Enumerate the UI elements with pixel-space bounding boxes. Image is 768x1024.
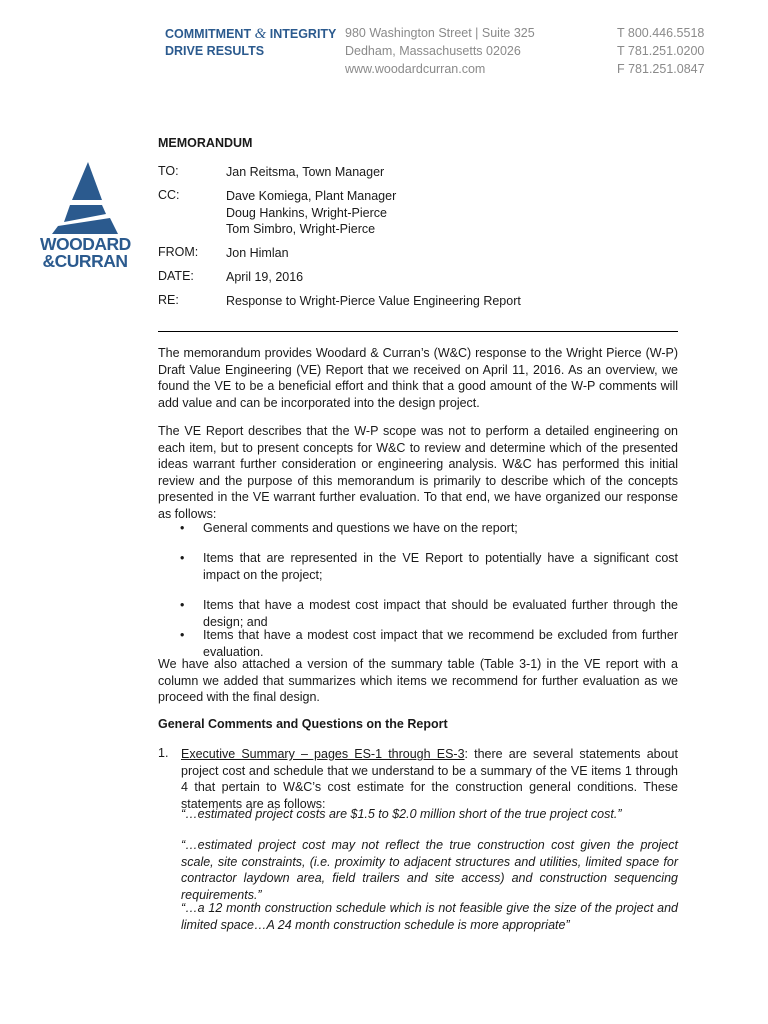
from-label: FROM: [158, 245, 199, 259]
letterhead-tagline [165, 26, 336, 60]
bullet-item: Items that are represented in the VE Report to potentially have a significant cost impact on the project; [203, 551, 678, 582]
list-number: 1. [158, 746, 169, 760]
bullet-marker: • [180, 598, 185, 612]
tagline-ampersand: & [254, 26, 267, 42]
cc-entry: Doug Hankins, Wright-Pierce [226, 205, 387, 220]
summary-table-paragraph: We have also attached a version of the summary table (Table 3-1) in the VE report with a column we added that summarizes which items we recommend for further evaluation as we proceed with the final design. [158, 657, 678, 704]
bullet-item: Items that have a modest cost impact that we recommend be excluded from further evaluation. [203, 628, 678, 659]
executive-summary-item [181, 746, 678, 812]
re-label: RE: [158, 293, 179, 307]
cc-label: CC: [158, 188, 180, 202]
to-label: TO: [158, 164, 179, 178]
phone-tollfree: T 800.446.5518 [617, 26, 705, 40]
address-street: 980 Washington Street | Suite 325 [345, 26, 535, 40]
bullet-item: Items that have a modest cost impact that should be evaluated further through the design; and [203, 598, 678, 629]
phone-fax: F 781.251.0847 [617, 62, 705, 76]
letterhead-address [345, 24, 535, 78]
scope-paragraph: The VE Report describes that the W-P scope was not to perform a detailed engineering on each item, but to present concepts for W&C to review and determine which of the presented ideas warrant further consideration or engineering analysis. W&C has performed this initial review and the purpose of this memorandum is primarily to describe which of the concepts presented in the VE warrant further evaluation. To that end, we have organized our response as follows: [158, 424, 678, 521]
letterhead-phones [617, 24, 705, 78]
woodard-curran-logo [40, 162, 130, 270]
address-website[interactable]: www.woodardcurran.com [345, 62, 486, 76]
memo-title: MEMORANDUM [158, 136, 253, 150]
executive-summary-text: : there are several statements about project cost and schedule that we understand to be a summary of the VE items 1 through 4 that pertain to W&C’s cost estimate for the construction general conditions. These statements are as follows: [181, 747, 678, 811]
quote-schedule: “…a 12 month construction schedule which is not feasible give the size of the project and limited space…A 24 month construction schedule is more appropriate” [181, 901, 678, 932]
tagline-line1: COMMITMENT & INTEGRITY [165, 26, 337, 42]
bullet-marker: • [180, 551, 185, 565]
logo-text-woodard: WOODARD [40, 234, 131, 254]
header-divider [158, 331, 678, 332]
to-value: Jan Reitsma, Town Manager [226, 165, 385, 179]
phone-main: T 781.251.0200 [617, 44, 705, 58]
bullet-marker: • [180, 628, 185, 642]
bullet-marker: • [180, 521, 185, 535]
intro-paragraph: The memorandum provides Woodard & Curran’s (W&C) response to the Wright Pierce (W-P) Draft Value Engineering (VE) Report that we received on April 11, 2016. As an overview, we found the VE to be a beneficial effort and think that a good amount of the W-P comments will add value and can be incorporated into the design project. [158, 346, 678, 410]
quote-cost: “…estimated project costs are $1.5 to $2.0 million short of the true project cost.” [181, 807, 622, 821]
quote-constraints: “…estimated project cost may not reflect the true construction cost given the project scale, site constraints, (i.e. proximity to adjacent structures and utilities, limited space for contractor laydown area, field trailers and site access) and construction sequencing requirements.” [181, 838, 678, 902]
cc-entry: Tom Simbro, Wright-Pierce [226, 222, 376, 236]
cc-entry: Dave Komiega, Plant Manager [226, 189, 397, 203]
logo-text-curran: &CURRAN [42, 251, 128, 271]
address-city: Dedham, Massachusetts 02026 [345, 44, 521, 58]
from-value: Jon Himlan [226, 246, 289, 260]
date-label: DATE: [158, 269, 194, 283]
executive-summary-reference: Executive Summary – pages ES-1 through ES-3 [181, 747, 465, 761]
section-heading: General Comments and Questions on the Report [158, 717, 448, 731]
logo-mountain-icon [40, 162, 130, 236]
re-value: Response to Wright-Pierce Value Engineering Report [226, 294, 521, 308]
bullet-item: General comments and questions we have on the report; [203, 521, 518, 535]
date-value: April 19, 2016 [226, 270, 304, 284]
cc-list [226, 188, 396, 238]
tagline-line2: DRIVE RESULTS [165, 44, 265, 58]
